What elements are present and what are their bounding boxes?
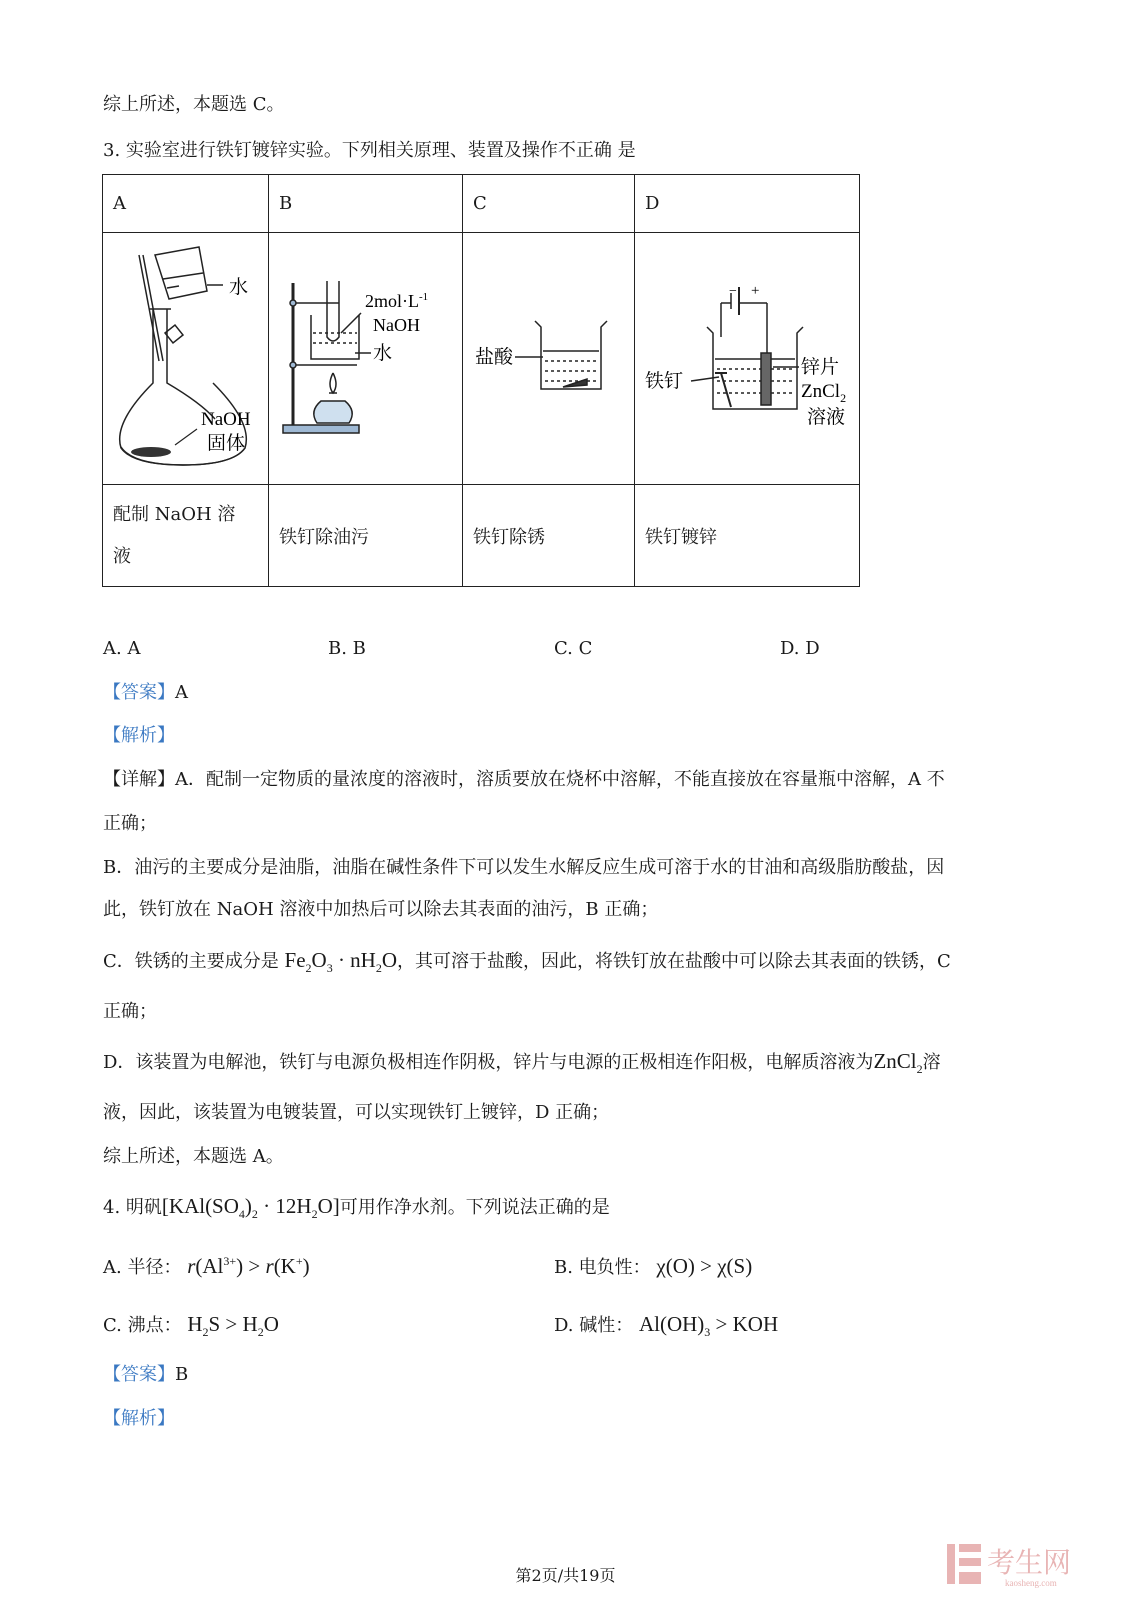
q3-summary: 综上所述，本题选 A。	[103, 1146, 284, 1167]
q3-option-c: C. C	[554, 638, 593, 659]
label-naoh-a: NaOH	[201, 409, 251, 430]
svg-text:考生网: 考生网	[987, 1548, 1072, 1579]
q4-option-a: A. 半径： $r(Al^{3+}) > r(K^+)$	[103, 1254, 310, 1278]
d-pre: D．该装置为电解池，铁钉与电源负极相连作阴极，锌片与电源的正极相连作阳极，电解质溶液为	[103, 1052, 874, 1073]
label-solid-a: 固体	[207, 433, 246, 454]
q3-header-d: D	[635, 175, 860, 233]
svg-text:kaosheng.com: kaosheng.com	[1005, 1578, 1057, 1588]
label-minus-d: −	[729, 284, 737, 299]
q3-figure-a	[103, 233, 269, 485]
q3-option-b: B. B	[328, 638, 366, 659]
page-footer: 第2页/共19页	[515, 1566, 616, 1585]
c-post: ，其可溶于盐酸，因此，将铁钉放在盐酸中可以除去其表面的铁锈，C	[397, 951, 951, 972]
q4-answer-tag: 【答案】	[103, 1364, 175, 1385]
watermark-logo	[945, 1540, 1115, 1588]
label-plus-d: +	[751, 283, 760, 299]
beaker-acid-figure	[463, 233, 634, 479]
q3-option-d: D. D	[780, 638, 820, 659]
label-nail-d: 铁钉	[645, 371, 684, 392]
q3-option-a: A. A	[103, 638, 141, 659]
label-zncl-d: ZnCl$_2$	[801, 381, 847, 405]
q3-header-a: A	[103, 175, 269, 233]
q3-op-b: 铁钉除油污	[269, 485, 463, 587]
q3-header-c: C	[463, 175, 635, 233]
q3-header-b: B	[269, 175, 463, 233]
rust-formula: $Fe_2O_3 \cdot nH_2O$	[284, 948, 398, 976]
c-pre: C．铁锈的主要成分是	[103, 951, 279, 972]
q3-detail-line2: 正确；	[103, 813, 157, 834]
d-post: 溶	[922, 1052, 941, 1073]
answer-tag: 【答案】	[103, 682, 175, 703]
q3-figure-d	[635, 233, 860, 485]
q4-stem	[103, 1194, 610, 1226]
q3-detail-line1: 【详解】A．配制一定物质的量浓度的溶液时，溶质要放在烧杯中溶解，不能直接放在容量瓶中溶解，A 不	[103, 769, 945, 790]
alum-formula: $[KAl(SO_4)_2 \cdot 12H_2O]$	[161, 1194, 340, 1222]
q4-answer-value: B	[175, 1364, 189, 1385]
electroplating-figure	[635, 233, 859, 479]
q3-op-c: 铁钉除锈	[463, 485, 635, 587]
label-conc-b: $2mol\cdot L^{-1}$	[365, 291, 429, 311]
q3-detail-d-end: 液，因此，该装置为电镀装置，可以实现铁钉上镀锌，D 正确；	[103, 1102, 610, 1123]
q4-answer	[103, 1363, 188, 1387]
q3-detail-c	[103, 948, 951, 980]
q4-stem-post: 可用作净水剂。下列说法正确的是	[339, 1197, 610, 1218]
q4-stem-pre: 4. 明矾	[103, 1197, 162, 1218]
q3-figure-b	[269, 233, 463, 485]
label-solution-d: 溶液	[807, 407, 846, 428]
q3-analysis-tag: 【解析】	[103, 725, 175, 746]
q3-detail-d	[103, 1049, 941, 1081]
op-a-line2: 液	[113, 545, 131, 567]
q3-answer	[103, 681, 188, 705]
label-naoh-b: NaOH	[373, 315, 420, 335]
heating-setup-figure	[269, 233, 462, 479]
q3-detail-line3: B．油污的主要成分是油脂，油脂在碱性条件下可以发生水解反应生成可溶于水的甘油和高级脂肪酸盐，因	[103, 857, 945, 878]
q3-stem: 3. 实验室进行铁钉镀锌实验。下列相关原理、装置及操作不正确 是	[103, 140, 636, 161]
label-zinc-d: 锌片	[801, 357, 840, 378]
label-acid-c: 盐酸	[475, 347, 514, 368]
label-water-b: 水	[373, 343, 393, 364]
q4-analysis-tag: 【解析】	[103, 1408, 175, 1429]
q3-table	[102, 174, 860, 587]
q3-op-d: 铁钉镀锌	[635, 485, 860, 587]
op-a-line1: 配制 NaOH 溶	[113, 503, 236, 525]
volumetric-flask-figure	[103, 233, 268, 479]
previous-summary: 综上所述，本题选 C。	[103, 94, 285, 115]
label-water-a: 水	[229, 277, 249, 298]
answer-value: A	[175, 682, 188, 703]
q3-detail-c-end: 正确；	[103, 1001, 157, 1022]
q4-option-d: D. 碱性： $Al(OH)_3$ > KOH	[554, 1312, 779, 1340]
q4-option-c: C. 沸点： $H_2S > H_2O$	[103, 1312, 279, 1340]
q3-op-a	[103, 485, 269, 587]
zncl2-formula: ZnCl$_2$	[873, 1049, 923, 1077]
q4-option-b: B. 电负性： χ(O) > χ(S)	[554, 1254, 753, 1278]
q3-detail-line4: 此，铁钉放在 NaOH 溶液中加热后可以除去其表面的油污，B 正确；	[103, 899, 659, 920]
q3-figure-c	[463, 233, 635, 485]
